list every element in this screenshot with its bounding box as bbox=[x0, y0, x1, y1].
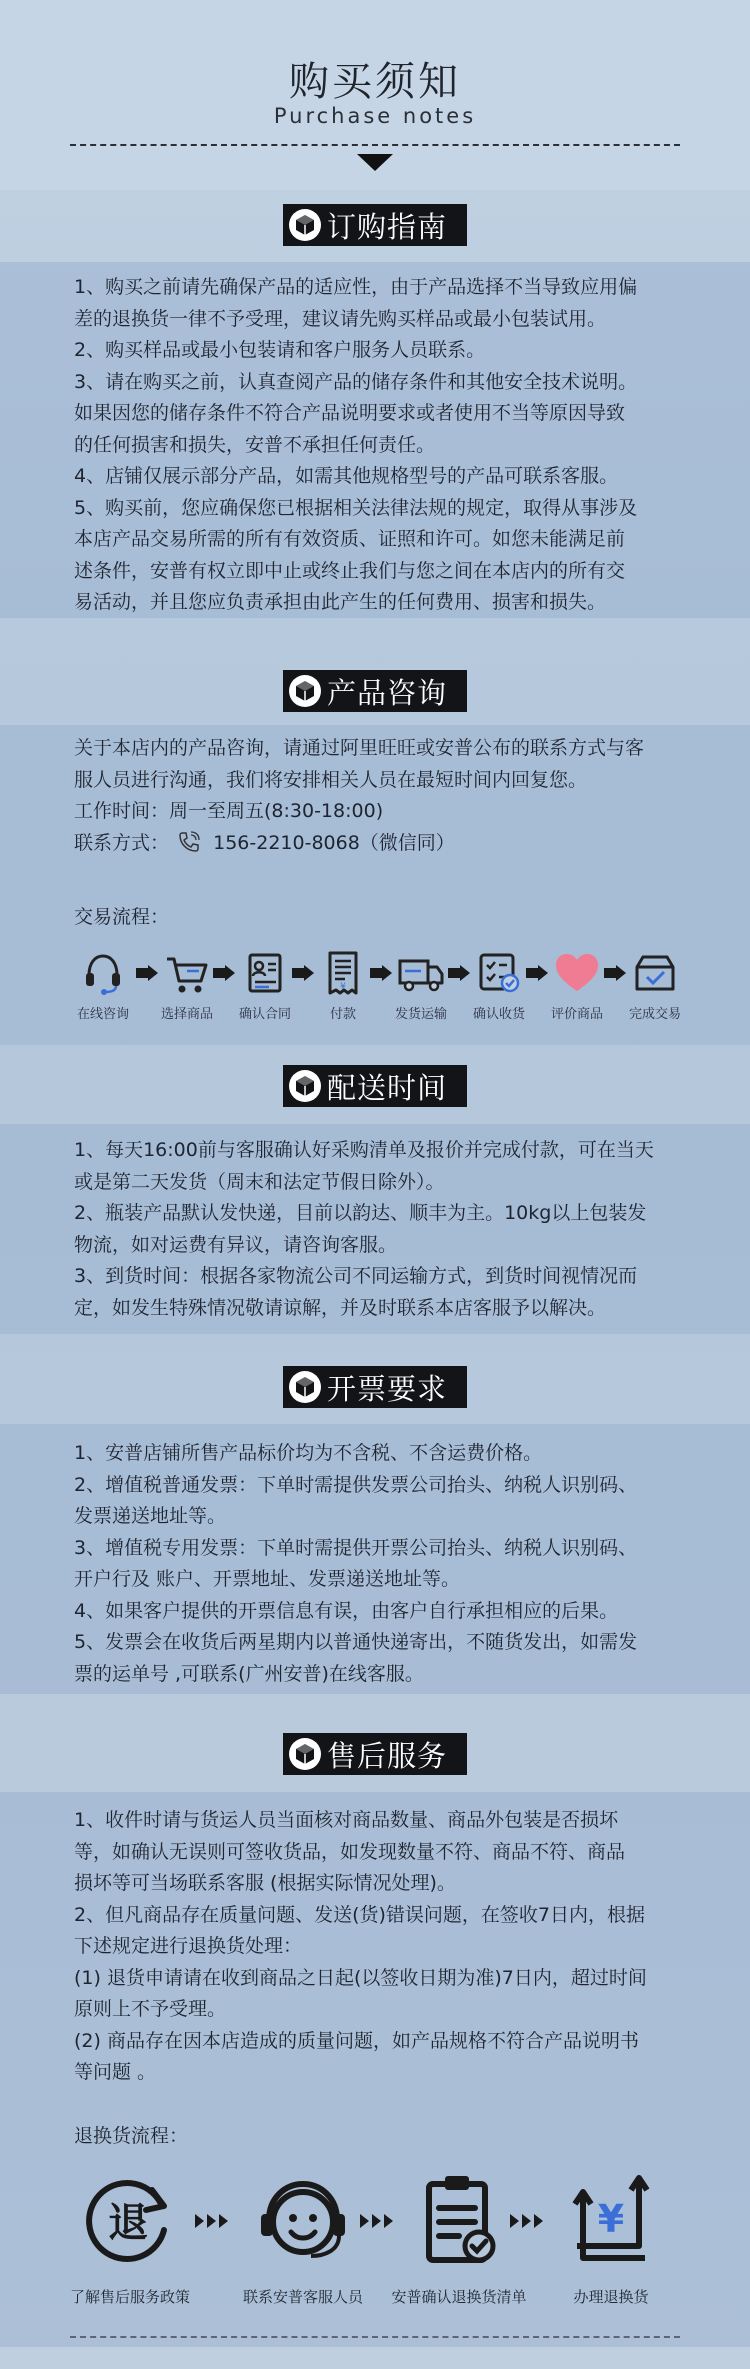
cart-icon bbox=[163, 949, 211, 997]
delivery-text: 1、每天16:00前与客服确认好采购清单及报价并完成付款，可在当天 或是第二天发货（周末和法定节假日除外）。 2、瓶装产品默认发快递，目前以韵达、顺丰为主。10kg以上包装发 物流，如对运费有异议，请咨询客服。 3、到货时间：根据各家物流公司不同运输方式，到货时间视情况而 定，如发生特殊情况敬请谅解，并及时联系本店客服予以解决。 bbox=[74, 1139, 654, 1319]
flow-step-select: 选择商品 bbox=[152, 949, 222, 1022]
flow-step-consult: 在线咨询 bbox=[68, 949, 138, 1022]
section-consult bbox=[0, 665, 750, 1040]
cube-icon bbox=[288, 1069, 322, 1103]
section-label-guide: 订购指南 bbox=[283, 204, 467, 246]
flow-step-contract: 确认合同 bbox=[230, 949, 300, 1022]
cube-icon bbox=[288, 208, 322, 242]
clipboard-check-icon bbox=[409, 2170, 509, 2270]
down-triangle-icon bbox=[357, 154, 393, 171]
flow-step-pay: ¥ 付款 bbox=[308, 949, 378, 1022]
header-divider bbox=[70, 144, 680, 146]
section-delivery bbox=[0, 1062, 750, 1342]
trade-flow bbox=[68, 949, 688, 1039]
phone-number[interactable]: 156-2210-8068（微信同） bbox=[213, 831, 455, 854]
flow-step-shipping: 发货运输 bbox=[386, 949, 456, 1022]
yen-refund-icon bbox=[561, 2170, 661, 2270]
svg-text:¥: ¥ bbox=[597, 2197, 625, 2241]
package-done-icon bbox=[631, 949, 679, 997]
header bbox=[0, 0, 750, 190]
truck-icon bbox=[397, 949, 445, 997]
heart-icon bbox=[553, 949, 601, 997]
return-step-policy: 退 了解售后服务政策 bbox=[55, 2170, 205, 2307]
section-label-aftersale: 售后服务 bbox=[283, 1733, 467, 1775]
return-step-confirm: 安普确认退换货清单 bbox=[384, 2170, 534, 2307]
footer-divider bbox=[70, 2336, 680, 2338]
consult-text: 关于本店内的产品咨询，请通过阿里旺旺或安普公布的联系方式与客 服人员进行沟通，我们将安排相关人员在最短时间内回复您。 工作时间：周一至周五(8:30-18:00) 联系方式： 156-2210-8068（微信同） bbox=[74, 733, 678, 859]
aftersale-text: 1、收件时请与货运人员当面核对商品数量、商品外包装是否损坏 等，如确认无误则可签收货品，如发现数量不符、商品不符、商品 损坏等可当场联系客服 (根据实际情况处理)。 2、但凡商品存在质量问题、发送(货)错误问题，在签收7日内，根据 下述规定进行退换货处理： (1) 退货申请请在收到商品之日起(以签收日期为准)7日内，超过时间 原则上不予受理。 (2) 商品存在因本店造成的质量问题，如产品规格不符合产品说明书 等问题 。 bbox=[74, 1809, 647, 2083]
section-label-invoice: 开票要求 bbox=[283, 1366, 467, 1408]
headset-icon bbox=[79, 949, 127, 997]
cube-icon bbox=[288, 1370, 322, 1404]
section-aftersale bbox=[0, 1730, 750, 2330]
section-guide bbox=[0, 190, 750, 640]
return-flow bbox=[60, 2170, 700, 2320]
flow-step-complete: 完成交易 bbox=[620, 949, 690, 1022]
cube-icon bbox=[288, 674, 322, 708]
guide-text: 1、购买之前请先确保产品的适应性，由于产品选择不当导致应用偏 差的退换货一律不予受理，建议请先购买样品或最小包装试用。 2、购买样品或最小包装请和客户服务人员联系。 3、请在购买之前，认真查阅产品的储存条件和其他安全技术说明。 如果因您的储存条件不符合产品说明要求或者使用不当等原因导致 的任何损害和损失，安普不承担任何责任。 4、店铺仅展示部分产品，如需其他规格型号的产品可联系客服。 5、购买前，您应确保您已根据相关法律法规的规定，取得从事涉及 本店产品交易所需的所有有效资质、证照和许可。如您未能满足前 述条件，安普有权立即中止或终止我们与您之间在本店内的所有交 易活动，并且您应负责承担由此产生的任何费用、损害和损失。 bbox=[74, 276, 638, 613]
cube-icon bbox=[288, 1737, 322, 1771]
contract-icon bbox=[241, 949, 289, 997]
return-step-contact: 联系安普客服人员 bbox=[228, 2170, 378, 2307]
return-step-process: ¥ 办理退换货 bbox=[536, 2170, 686, 2307]
invoice-text: 1、安普店铺所售产品标价均为不含税、不含运费价格。 2、增值税普通发票：下单时需提供发票公司抬头、纳税人识别码、 发票递送地址等。 3、增值税专用发票：下单时需提供开票公司抬头、纳税人识别码、 开户行及 账户、开票地址、发票递送地址等。 4、如果客户提供的开票信息有误，由客户自行承担相应的后果。 5、发票会在收货后两星期内以普通快递寄出，不随货发出，如需发 票的运单号 ,可联系(广州安普)在线客服。 bbox=[74, 1442, 638, 1685]
phone-icon bbox=[177, 831, 201, 853]
page-title: 购买须知 bbox=[289, 59, 461, 105]
return-flow-label: 退换货流程： bbox=[74, 2125, 189, 2147]
receipt-icon bbox=[319, 949, 367, 997]
return-icon bbox=[80, 2170, 180, 2270]
flow-step-review: 评价商品 bbox=[542, 949, 612, 1022]
page-subtitle: Purchase notes bbox=[273, 104, 477, 128]
customer-service-icon bbox=[253, 2170, 353, 2270]
section-invoice bbox=[0, 1362, 750, 1707]
contact-line: 联系方式： 156-2210-8068（微信同） bbox=[74, 831, 455, 854]
triple-arrow-icon bbox=[195, 2212, 231, 2230]
section-label-consult: 产品咨询 bbox=[283, 670, 467, 712]
trade-flow-label: 交易流程： bbox=[74, 906, 170, 928]
svg-text:¥: ¥ bbox=[340, 982, 346, 992]
checklist-icon bbox=[475, 949, 523, 997]
svg-text:退: 退 bbox=[108, 2200, 148, 2246]
section-label-delivery: 配送时间 bbox=[283, 1065, 467, 1107]
flow-step-receive: 确认收货 bbox=[464, 949, 534, 1022]
